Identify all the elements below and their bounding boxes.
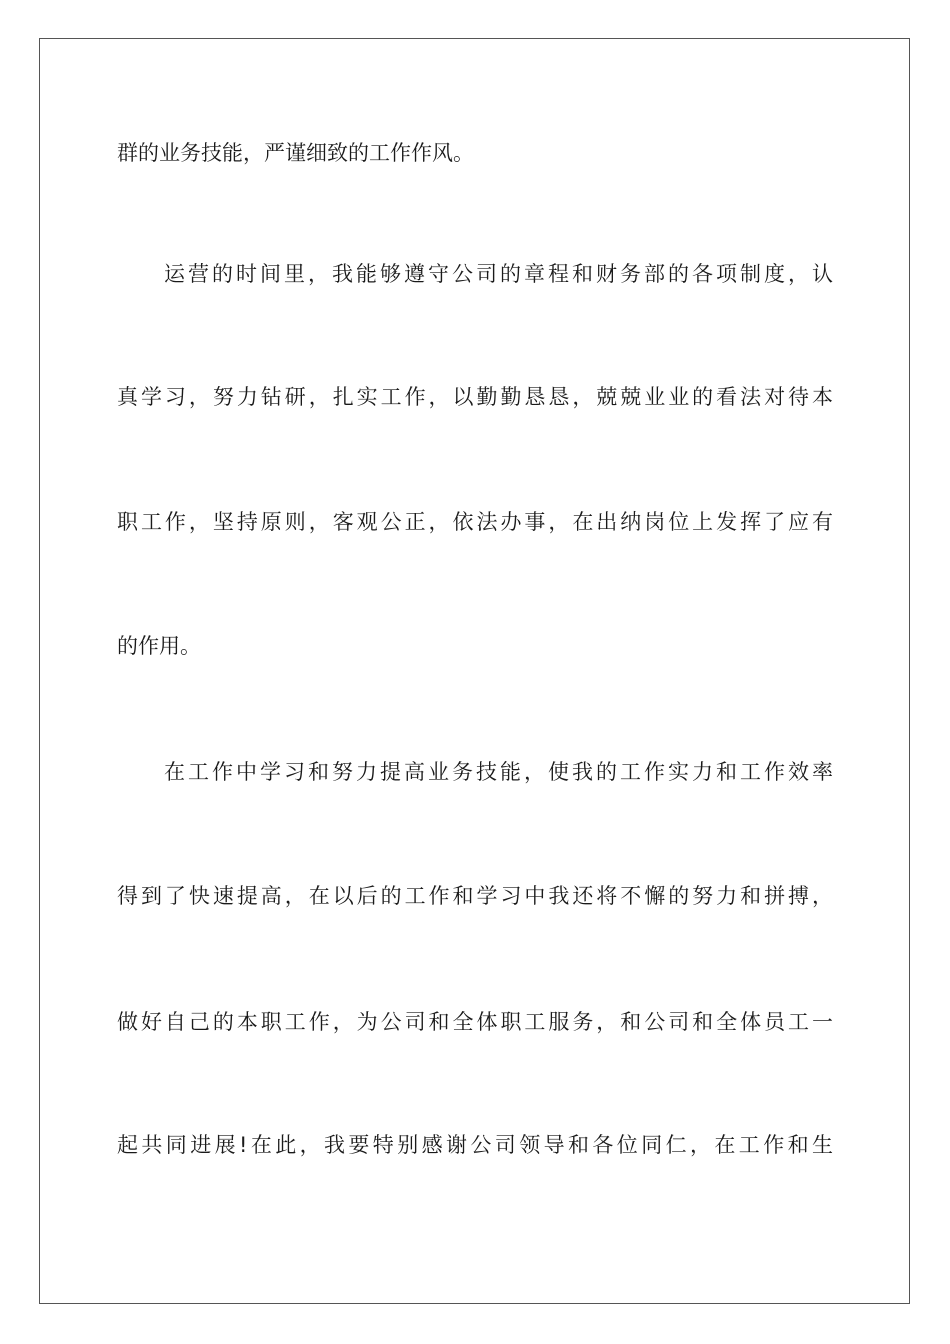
text-line-5: 的作用。 xyxy=(117,634,201,658)
text-line-9: 起共同进展!在此，我要特别感谢公司领导和各位同仁，在工作和生 xyxy=(117,1133,833,1157)
page-frame xyxy=(39,38,910,1304)
text-line-2: 运营的时间里，我能够遵守公司的章程和财务部的各项制度，认 xyxy=(164,262,833,286)
text-line-4: 职工作，坚持原则，客观公正，依法办事，在出纳岗位上发挥了应有 xyxy=(117,510,833,534)
text-line-8: 做好自己的本职工作，为公司和全体职工服务，和公司和全体员工一 xyxy=(117,1010,833,1034)
text-line-1: 群的业务技能，严谨细致的工作作风。 xyxy=(117,141,474,165)
text-line-3: 真学习，努力钻研，扎实工作，以勤勤恳恳，兢兢业业的看法对待本 xyxy=(117,385,833,409)
text-line-7: 得到了快速提高，在以后的工作和学习中我还将不懈的努力和拼搏， xyxy=(117,884,833,908)
text-line-6: 在工作中学习和努力提高业务技能，使我的工作实力和工作效率 xyxy=(164,760,833,784)
